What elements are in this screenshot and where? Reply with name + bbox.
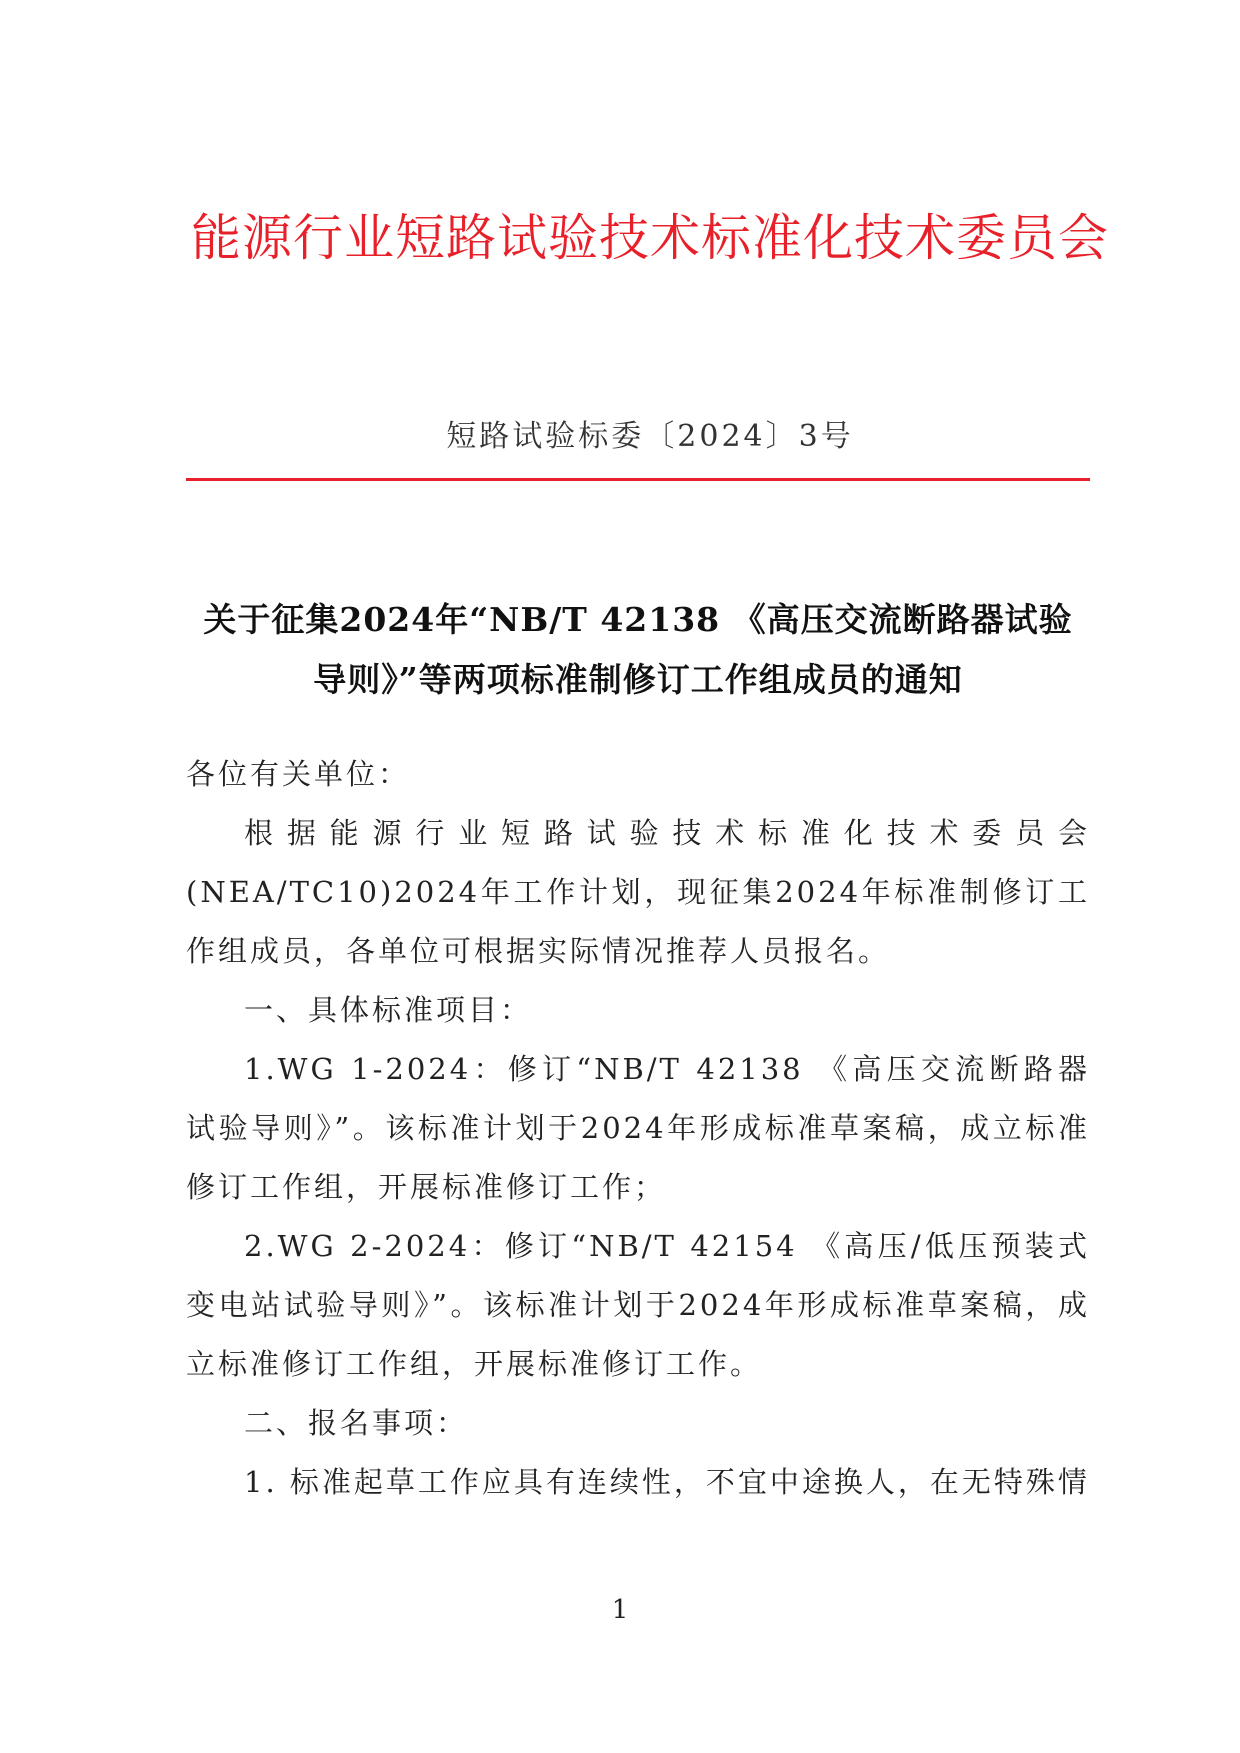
title-line-2: 导则》”等两项标准制修订工作组成员的通知 (313, 660, 963, 699)
standard-item-1: 1.WG 1-2024：修订“NB/T 42138 《高压交流断路器试验导则》”。该标准计划于2024年形成标准草案稿，成立标准修订工作组，开展标准修订工作； (186, 1052, 1090, 1204)
red-divider-line (186, 478, 1090, 481)
salutation: 各位有关单位： (186, 757, 411, 791)
section-1-heading: 一、具体标准项目： (244, 993, 533, 1027)
title-line-1: 关于征集2024年“NB/T 42138 《高压交流断路器试验 (203, 600, 1073, 639)
standard-item-2: 2.WG 2-2024：修订“NB/T 42154 《高压/低压预装式变电站试验导则》”。该标准计划于2024年形成标准草案稿，成立标准修订工作组，开展标准修订工作。 (186, 1229, 1090, 1381)
notice-title (186, 590, 1090, 710)
registration-item-1: 1. 标准起草工作应具有连续性，不宜中途换人，在无特殊情 (244, 1465, 1090, 1499)
document-number: 短路试验标委〔2024〕3号 (446, 419, 854, 454)
section-2-heading: 二、报名事项： (244, 1406, 469, 1440)
intro-paragraph: 根据能源行业短路试验技术标准化技术委员会(NEA/TC10)2024年工作计划，现征集2024年标准制修订工作组成员，各单位可根据实际情况推荐人员报名。 (186, 816, 1090, 968)
notice-body (186, 745, 1090, 1512)
page-number: 1 (611, 1595, 629, 1625)
organization-header: 能源行业短路试验技术标准化技术委员会 (191, 209, 1109, 267)
